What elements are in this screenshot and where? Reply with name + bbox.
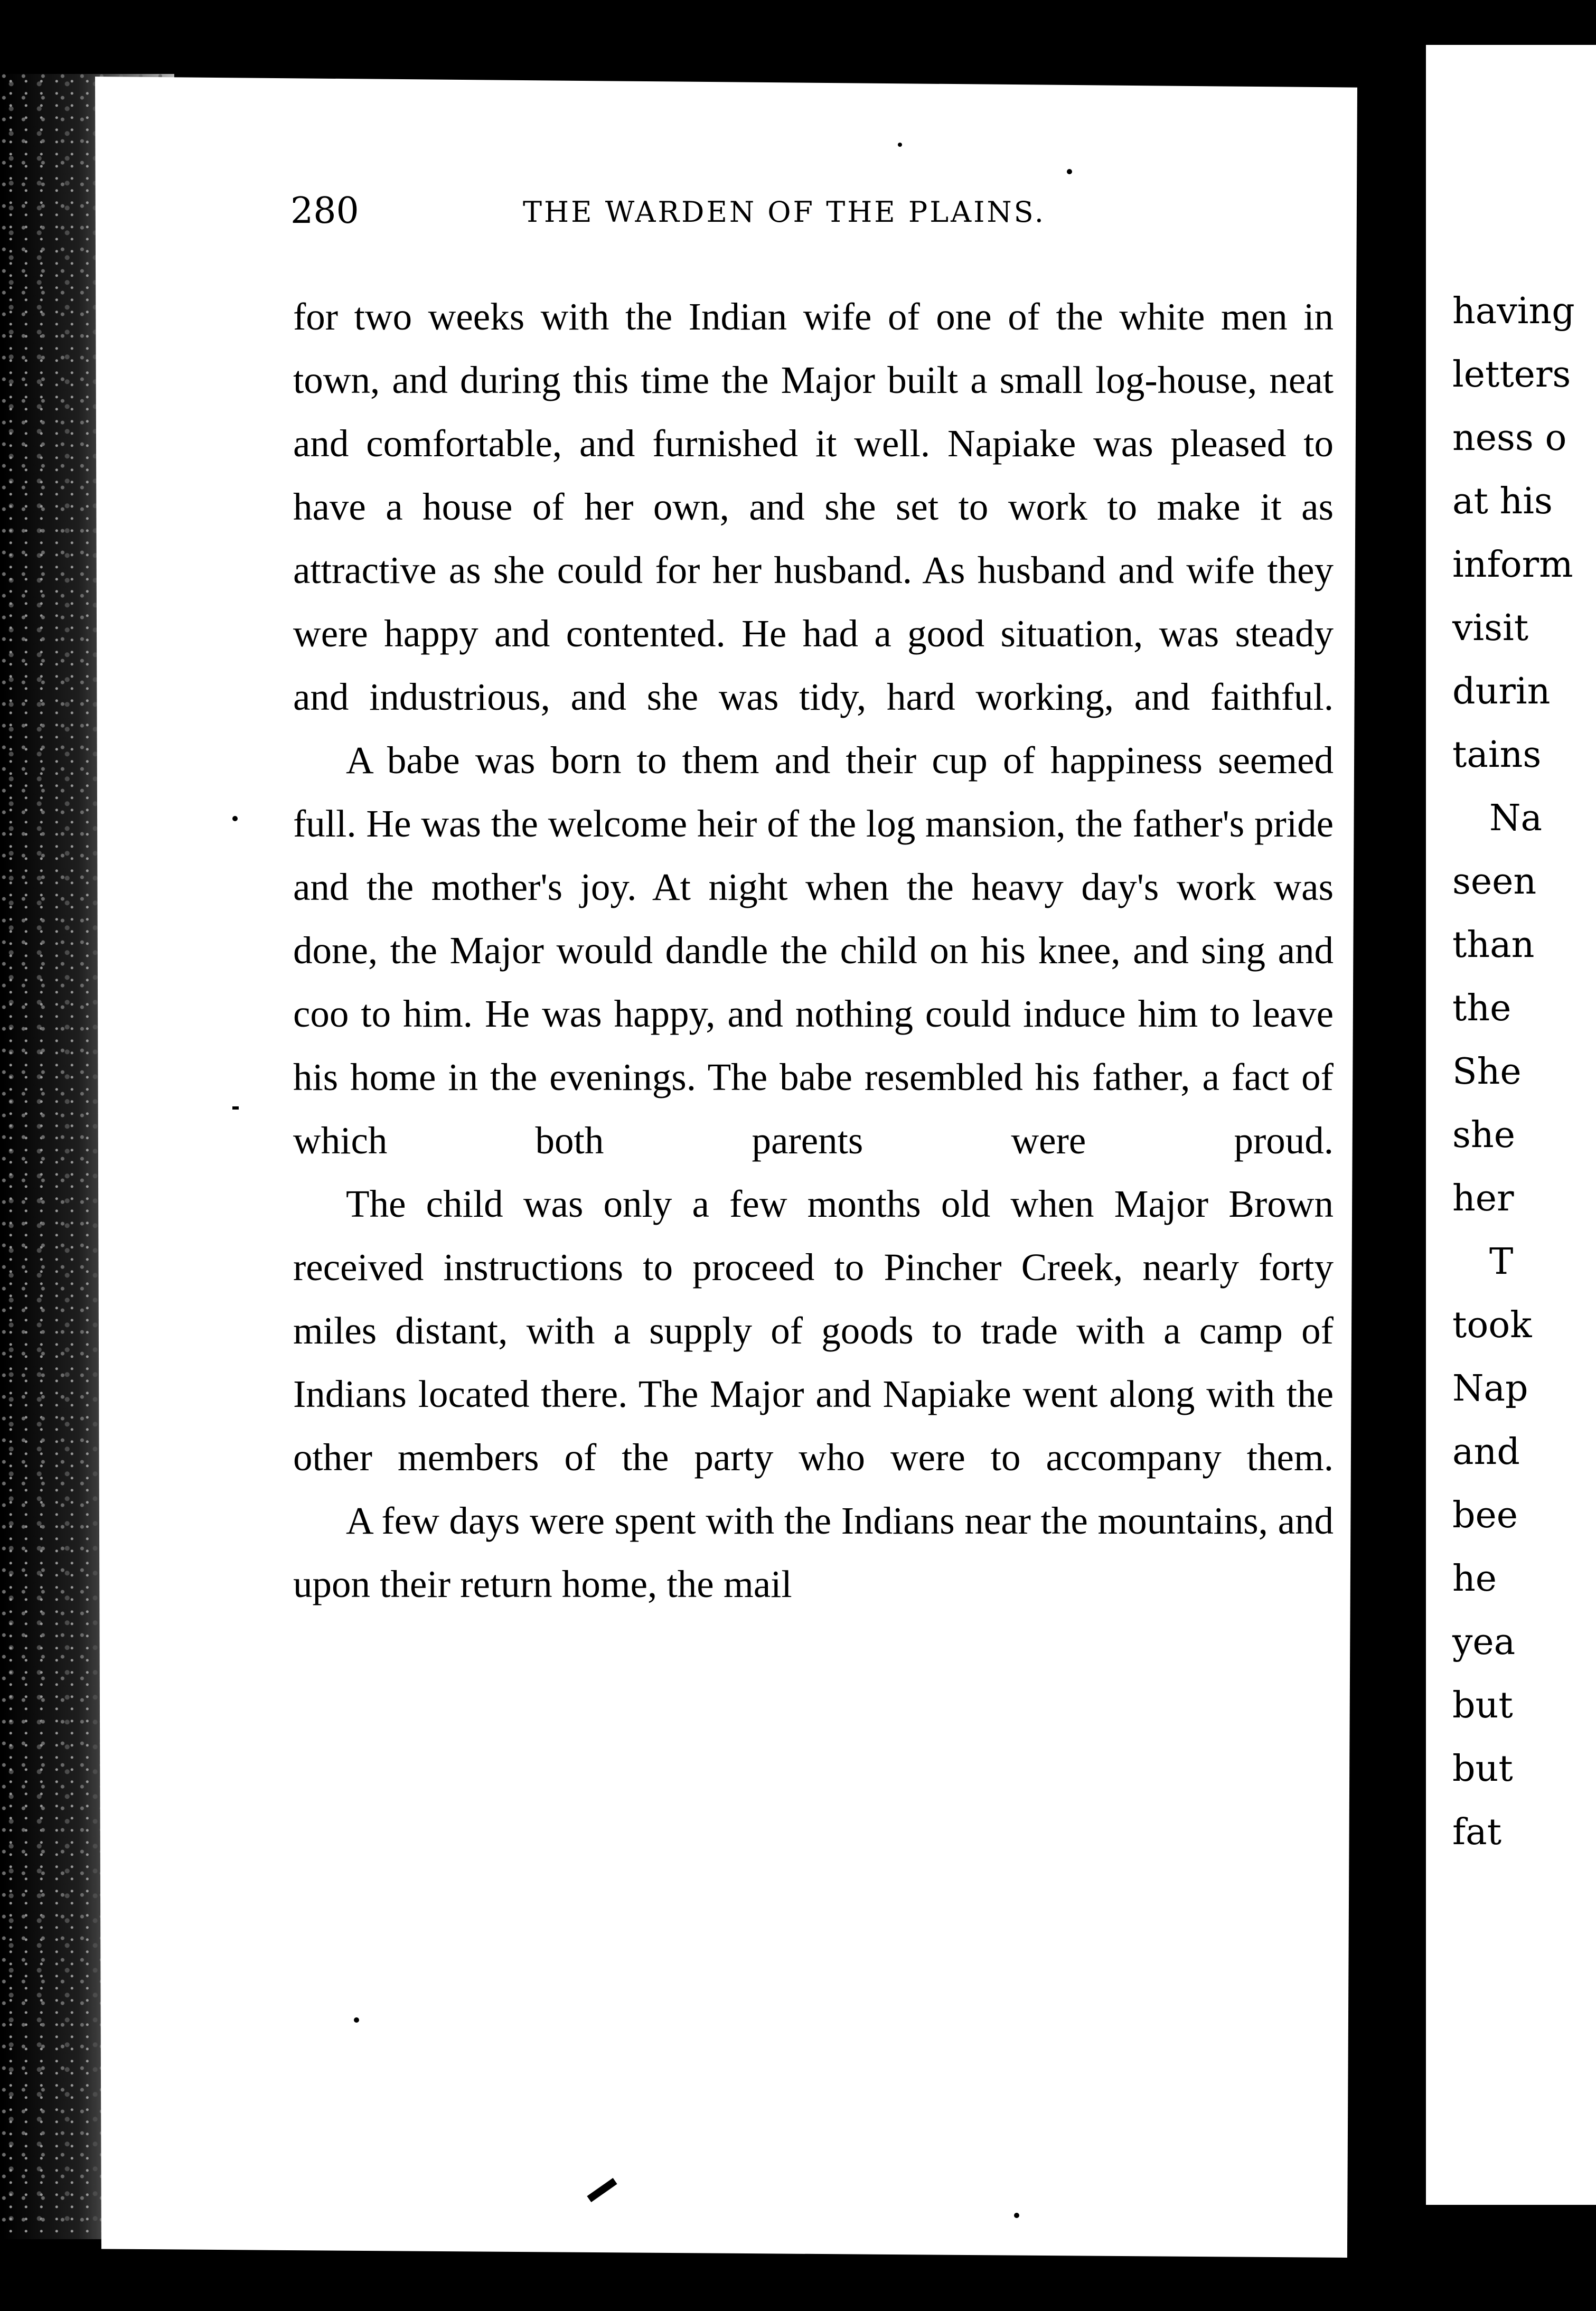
ink-speck — [1067, 169, 1072, 174]
ink-speck — [232, 1106, 239, 1110]
facing-line: ness o — [1452, 417, 1567, 459]
ink-speck — [898, 143, 902, 147]
running-head: THE WARDEN OF THE PLAINS. — [523, 195, 1046, 229]
facing-line: fat — [1452, 1811, 1502, 1853]
facing-line: than — [1452, 924, 1535, 966]
facing-line: durin — [1452, 671, 1551, 712]
facing-line: letters — [1452, 354, 1571, 396]
facing-page-fragment — [1426, 45, 1596, 2205]
facing-line: having — [1452, 290, 1575, 332]
paragraph-3: The child was only a few months old when Major Brown received instructions to proceed to Pincher Creek, nearly forty miles distant, with a supply of goods to trade with a camp of Indians located there. The Major and Napiake went along with the other members of the party who were to accompany them. — [293, 1182, 1334, 1479]
facing-line: the — [1452, 988, 1511, 1029]
facing-line: but — [1452, 1748, 1513, 1790]
facing-line: her — [1452, 1178, 1514, 1219]
facing-line: he — [1452, 1558, 1497, 1600]
facing-line: and — [1452, 1431, 1520, 1473]
facing-line: yea — [1452, 1621, 1516, 1663]
facing-line: T — [1489, 1241, 1514, 1283]
facing-line: inform — [1452, 544, 1573, 586]
facing-line: bee — [1452, 1495, 1518, 1536]
ink-speck — [232, 816, 238, 821]
ink-speck — [1014, 2213, 1019, 2218]
paragraph-4: A few days were spent with the Indians near the mountains, and upon their return home, the mail — [293, 1499, 1334, 1605]
paragraph-2: A babe was born to them and their cup of happiness seemed full. He was the welcome heir of the log mansion, the father's pride and the mother's joy. At night when the heavy day's work was done, the Major would dandle the child on his knee, and sing and coo to him. He was happy, and nothing could induce him to leave his home in the evenings. The babe resembled his father, a fact of which both parents were proud. — [293, 739, 1334, 1162]
facing-line: Nap — [1452, 1368, 1528, 1410]
facing-line: tains — [1452, 734, 1542, 776]
facing-line: Na — [1489, 797, 1543, 839]
page-header — [290, 190, 1373, 243]
paragraph-1: for two weeks with the Indian wife of one of the white men in town, and during this time the Major built a small log-house, neat and comfortable, and furnished it well. Napiake was pleased to have a house of her own, and she set to work to make it as attractive as she could for her husband. As husband and wife they were happy and contented. He had a good situation, was steady and industrious, and she was tidy, hard working, and faithful. — [293, 295, 1334, 718]
facing-line: she — [1452, 1114, 1515, 1156]
facing-line: seen — [1452, 861, 1537, 903]
facing-line: but — [1452, 1685, 1513, 1726]
ink-speck — [354, 2017, 359, 2023]
facing-line: She — [1452, 1051, 1522, 1093]
facing-line: took — [1452, 1304, 1532, 1346]
facing-line: visit — [1452, 607, 1529, 649]
facing-line: at his — [1452, 481, 1553, 522]
body-text — [293, 285, 1334, 1616]
page-number: 280 — [290, 190, 359, 232]
